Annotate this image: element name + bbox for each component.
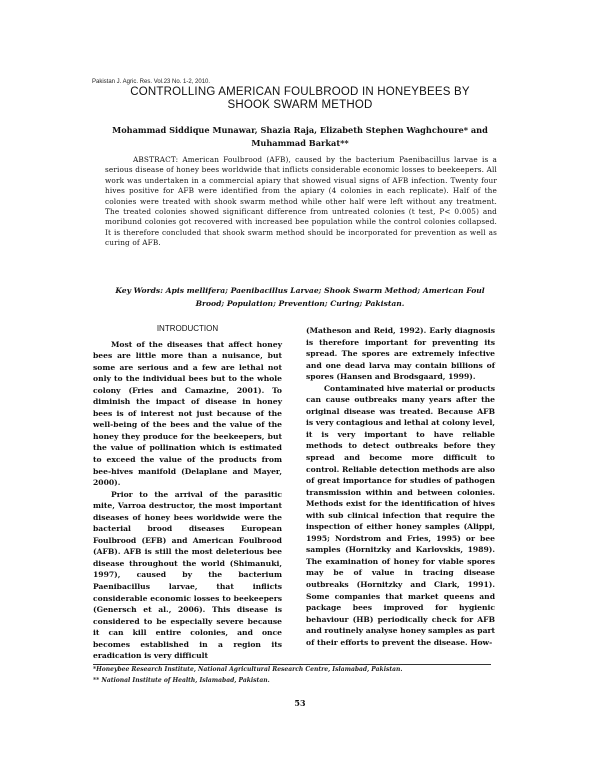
paragraph: (Matheson and Reid, 1992). Early diagnosis is therefore important for preventing its spread. The spores are extremely infective and one dead larva may contain billions of spores (Hansen and Brodsgaard, 1999). <box>306 326 495 382</box>
footnote-affiliation-1: *Honeybee Research Institute, National Agricultural Research Centre, Islamabad, Pakistan. <box>93 666 403 673</box>
authors-line-2: Muhammad Barkat** <box>251 138 349 148</box>
right-column <box>306 325 495 648</box>
title-line-1: CONTROLLING AMERICAN FOULBROOD IN HONEYBEES BY <box>130 86 470 98</box>
paper-title <box>0 86 600 112</box>
section-heading: INTRODUCTION <box>156 324 219 333</box>
authors-line-1: Mohammad Siddique Munawar, Shazia Raja, Elizabeth Stephen Waghchoure* and <box>112 125 488 135</box>
journal-citation: Pakistan J. Agric. Res. Vol.23 No. 1-2, 2010. <box>92 79 211 85</box>
left-column <box>93 320 282 662</box>
paragraph: Most of the diseases that affect honey bees are little more than a nuisance, but some are serious and a few are lethal not only to the individual bees but to the whole colony (Fries and Camazine, 2001). To diminish the impact of disease in honey bees is of interest not just because of the well-being of the bees and the value of the honey they produce for the beekeepers, but the value of pollination which is estimated to exceed the value of the products from bee-hives manifold (Delaplane and Mayer, 2000). <box>93 339 282 488</box>
abstract: ABSTRACT: American Foulbrood (AFB), caused by the bacterium Paenibacillus larvae is a serious disease of honey bees worldwide that inflicts considerable economic losses to beekeepers. All work was undertaken in a commercial apiary that showed visual signs of AFB infection. Twenty four hives positive for AFB were identified from the apiary (4 colonies in each replicate). Half of the colonies were treated with shook swarm method while other half were left without any treatment. The treated colonies showed significant difference from untreated colonies (t test, P< 0.005) and moribund colonies got recovered with increased bee population while the control colonies collapsed. It is therefore concluded that shook swarm method should be incorporated for prevention as well as curing of AFB. <box>105 155 497 248</box>
keywords-line-1: Key Words: Apis mellifera; Paenibacillus Larvae; Shook Swarm Method; American Foul <box>115 286 485 295</box>
title-line-2: SHOOK SWARM METHOD <box>227 99 373 111</box>
footnote-divider <box>93 664 491 665</box>
paragraph: Prior to the arrival of the parasitic mite, Varroa destructor, the most important diseases of honey bees worldwide were the bacterial brood diseases European Foulbrood (EFB) and American Foulbrood (AFB). AFB is still the most deleterious bee disease throughout the world (Shimanuki, 1997), caused by the bacterium Paenibacillus larvae, that inflicts considerable economic losses to beekeepers (Genersch et al., 2006). This disease is considered to be especially severe because it can kill entire colonies, and once becomes established in a region its eradication is very difficult <box>93 489 282 661</box>
footnote-affiliation-2: ** National Institute of Health, Islamabad, Pakistan. <box>93 677 270 684</box>
keywords <box>100 284 500 310</box>
keywords-line-2: Brood; Population; Prevention; Curing; Pakistan. <box>195 299 405 308</box>
paragraph: Contaminated hive material or products can cause outbreaks many years after the original disease was treated. Because AFB is very contagious and lethal at colony level, it is very important to have reliable methods to detect outbreaks before they spread and become more difficult to control. Reliable detection methods are also of great importance for studies of pathogen transmission within and between colonies. Methods exist for the identification of hives with sub clinical infection that require the inspection of either honey samples (Alippi, 1995; Nordstrom and Fries, 1995) or bee samples (Hornitzky and Karlovskis, 1989). The examination of honey for viable spores may be of value in tracing disease outbreaks (Hornitzky and Clark, 1991). Some companies that market queens and package bees improved for hygienic behaviour (HB) periodically check for AFB and routinely analyse honey samples as part of their efforts to prevent the disease. How- <box>306 383 495 647</box>
page-number: 53 <box>294 698 306 708</box>
authors <box>100 124 500 150</box>
